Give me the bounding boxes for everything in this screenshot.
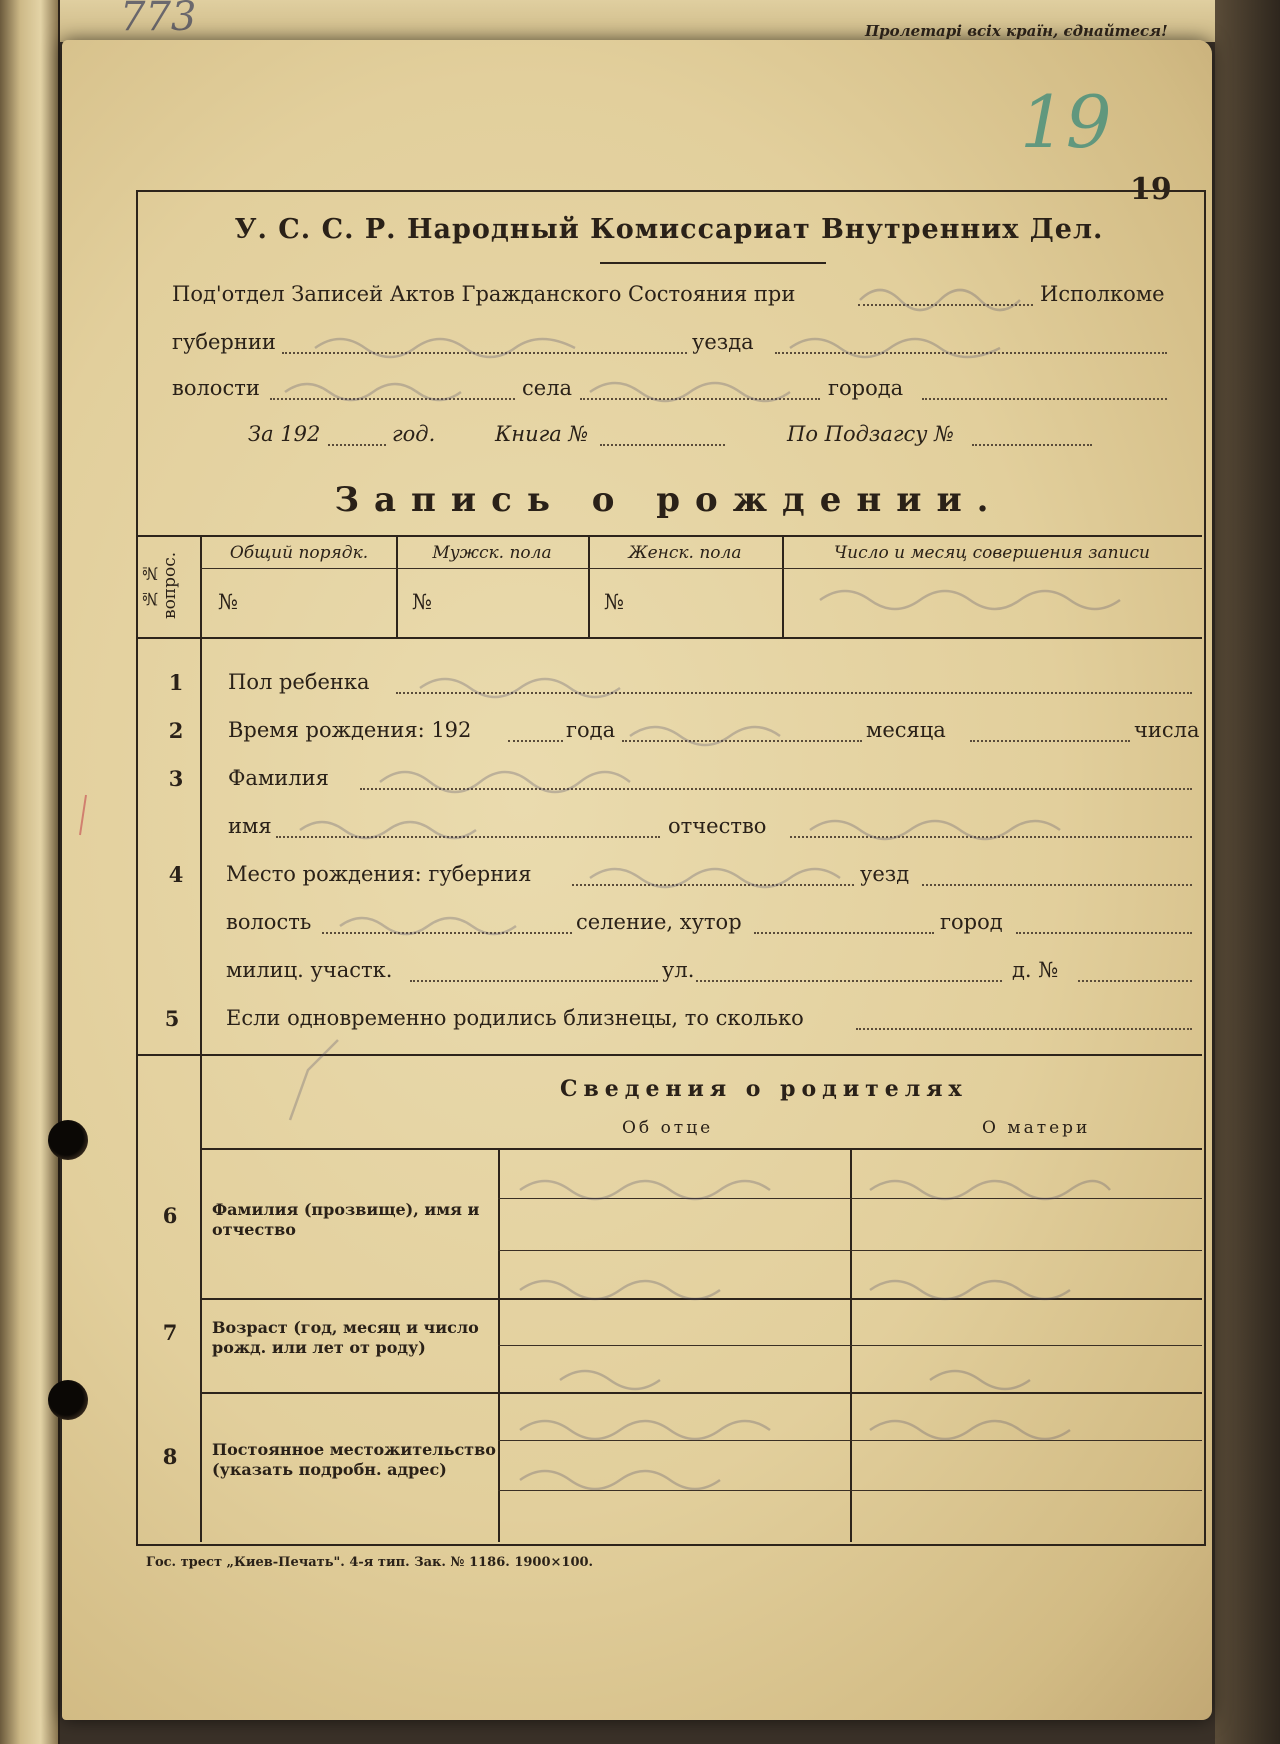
record-date-header: Число и месяц совершения записи	[834, 543, 1150, 563]
q4-house-label: д. №	[1012, 958, 1059, 982]
q2-month-label: месяца	[866, 718, 946, 742]
male-header: Мужск. пола	[432, 543, 552, 563]
q5-label: Если одновременно родились близнецы, то сколько	[226, 1006, 804, 1030]
guberniya-label: губернии	[172, 330, 276, 354]
slogan: Пролетарі всіх країн, єднайтеся!	[865, 22, 1168, 40]
q3-number: 3	[168, 766, 184, 791]
male-number-sign: №	[412, 590, 432, 614]
q3-label: Фамилия	[228, 766, 329, 790]
uyezd-label: уезда	[692, 330, 754, 354]
year-suffix: год.	[392, 422, 436, 446]
q4-number: 4	[168, 862, 184, 887]
book-label: Книга №	[495, 422, 589, 446]
podzags-label: По Подзагсу №	[787, 422, 954, 446]
subdept-suffix: Исполкоме	[1040, 282, 1165, 306]
father-header: Об отце	[622, 1118, 714, 1138]
q4-label: Место рождения: губерния	[226, 862, 532, 886]
q2-day-label: числа	[1134, 718, 1200, 742]
q4-militia-label: милиц. участк.	[226, 958, 393, 982]
q6-number: 6	[162, 1203, 178, 1228]
gorod-label: города	[828, 376, 904, 400]
q7-label: Возраст (год, месяц и число рожд. или лет от роду)	[212, 1318, 479, 1357]
q5-number: 5	[164, 1006, 180, 1031]
handwritten-page-number: 19	[1020, 80, 1112, 164]
female-number-sign: №	[604, 590, 624, 614]
general-order-header: Общий порядк.	[229, 543, 369, 563]
q2-year-suffix: года	[566, 718, 616, 742]
general-order-number-sign: №	[218, 590, 238, 614]
parents-heading: Сведения о родителях	[560, 1076, 968, 1102]
selo-label: села	[522, 376, 573, 400]
q4-volost-label: волость	[226, 910, 312, 934]
q2-number: 2	[168, 718, 184, 743]
year-label: За 192	[248, 422, 321, 446]
corner-archive-number: 773	[120, 0, 197, 40]
subdept-label: Под'отдел Записей Актов Гражданского Состояния при	[172, 282, 796, 306]
mother-header: О матери	[982, 1118, 1091, 1138]
q7-number: 7	[162, 1320, 178, 1345]
volost-label: волости	[172, 376, 260, 400]
form-title: У. С. С. Р. Народный Комиссариат Внутренних Дел.	[234, 214, 1104, 245]
female-header: Женск. пола	[628, 543, 742, 563]
qnum-header: № № вопрос.	[140, 551, 180, 619]
q3-patronymic-label: отчество	[668, 814, 767, 838]
q4-settlement-label: селение, хутор	[576, 910, 742, 934]
q4-street-label: ул.	[662, 958, 695, 982]
record-title: Запись о рождении.	[334, 480, 1004, 520]
q4-city-label: город	[940, 910, 1003, 934]
q6-label: Фамилия (прозвище), имя и отчество	[212, 1200, 480, 1239]
page-number: 19	[1130, 172, 1172, 207]
q4-uyezd-label: уезд	[860, 862, 910, 886]
q3-name-label: имя	[228, 814, 272, 838]
print-imprint: Гос. трест „Киев-Печать". 4-я тип. Зак. № 1186. 1900×100.	[146, 1555, 594, 1570]
q1-number: 1	[168, 670, 184, 695]
q1-label: Пол ребенка	[228, 670, 370, 694]
q2-label: Время рождения: 192	[228, 718, 472, 742]
q8-label: Постоянное местожительство (указать подробн. адрес)	[212, 1440, 496, 1479]
q8-number: 8	[162, 1444, 178, 1469]
